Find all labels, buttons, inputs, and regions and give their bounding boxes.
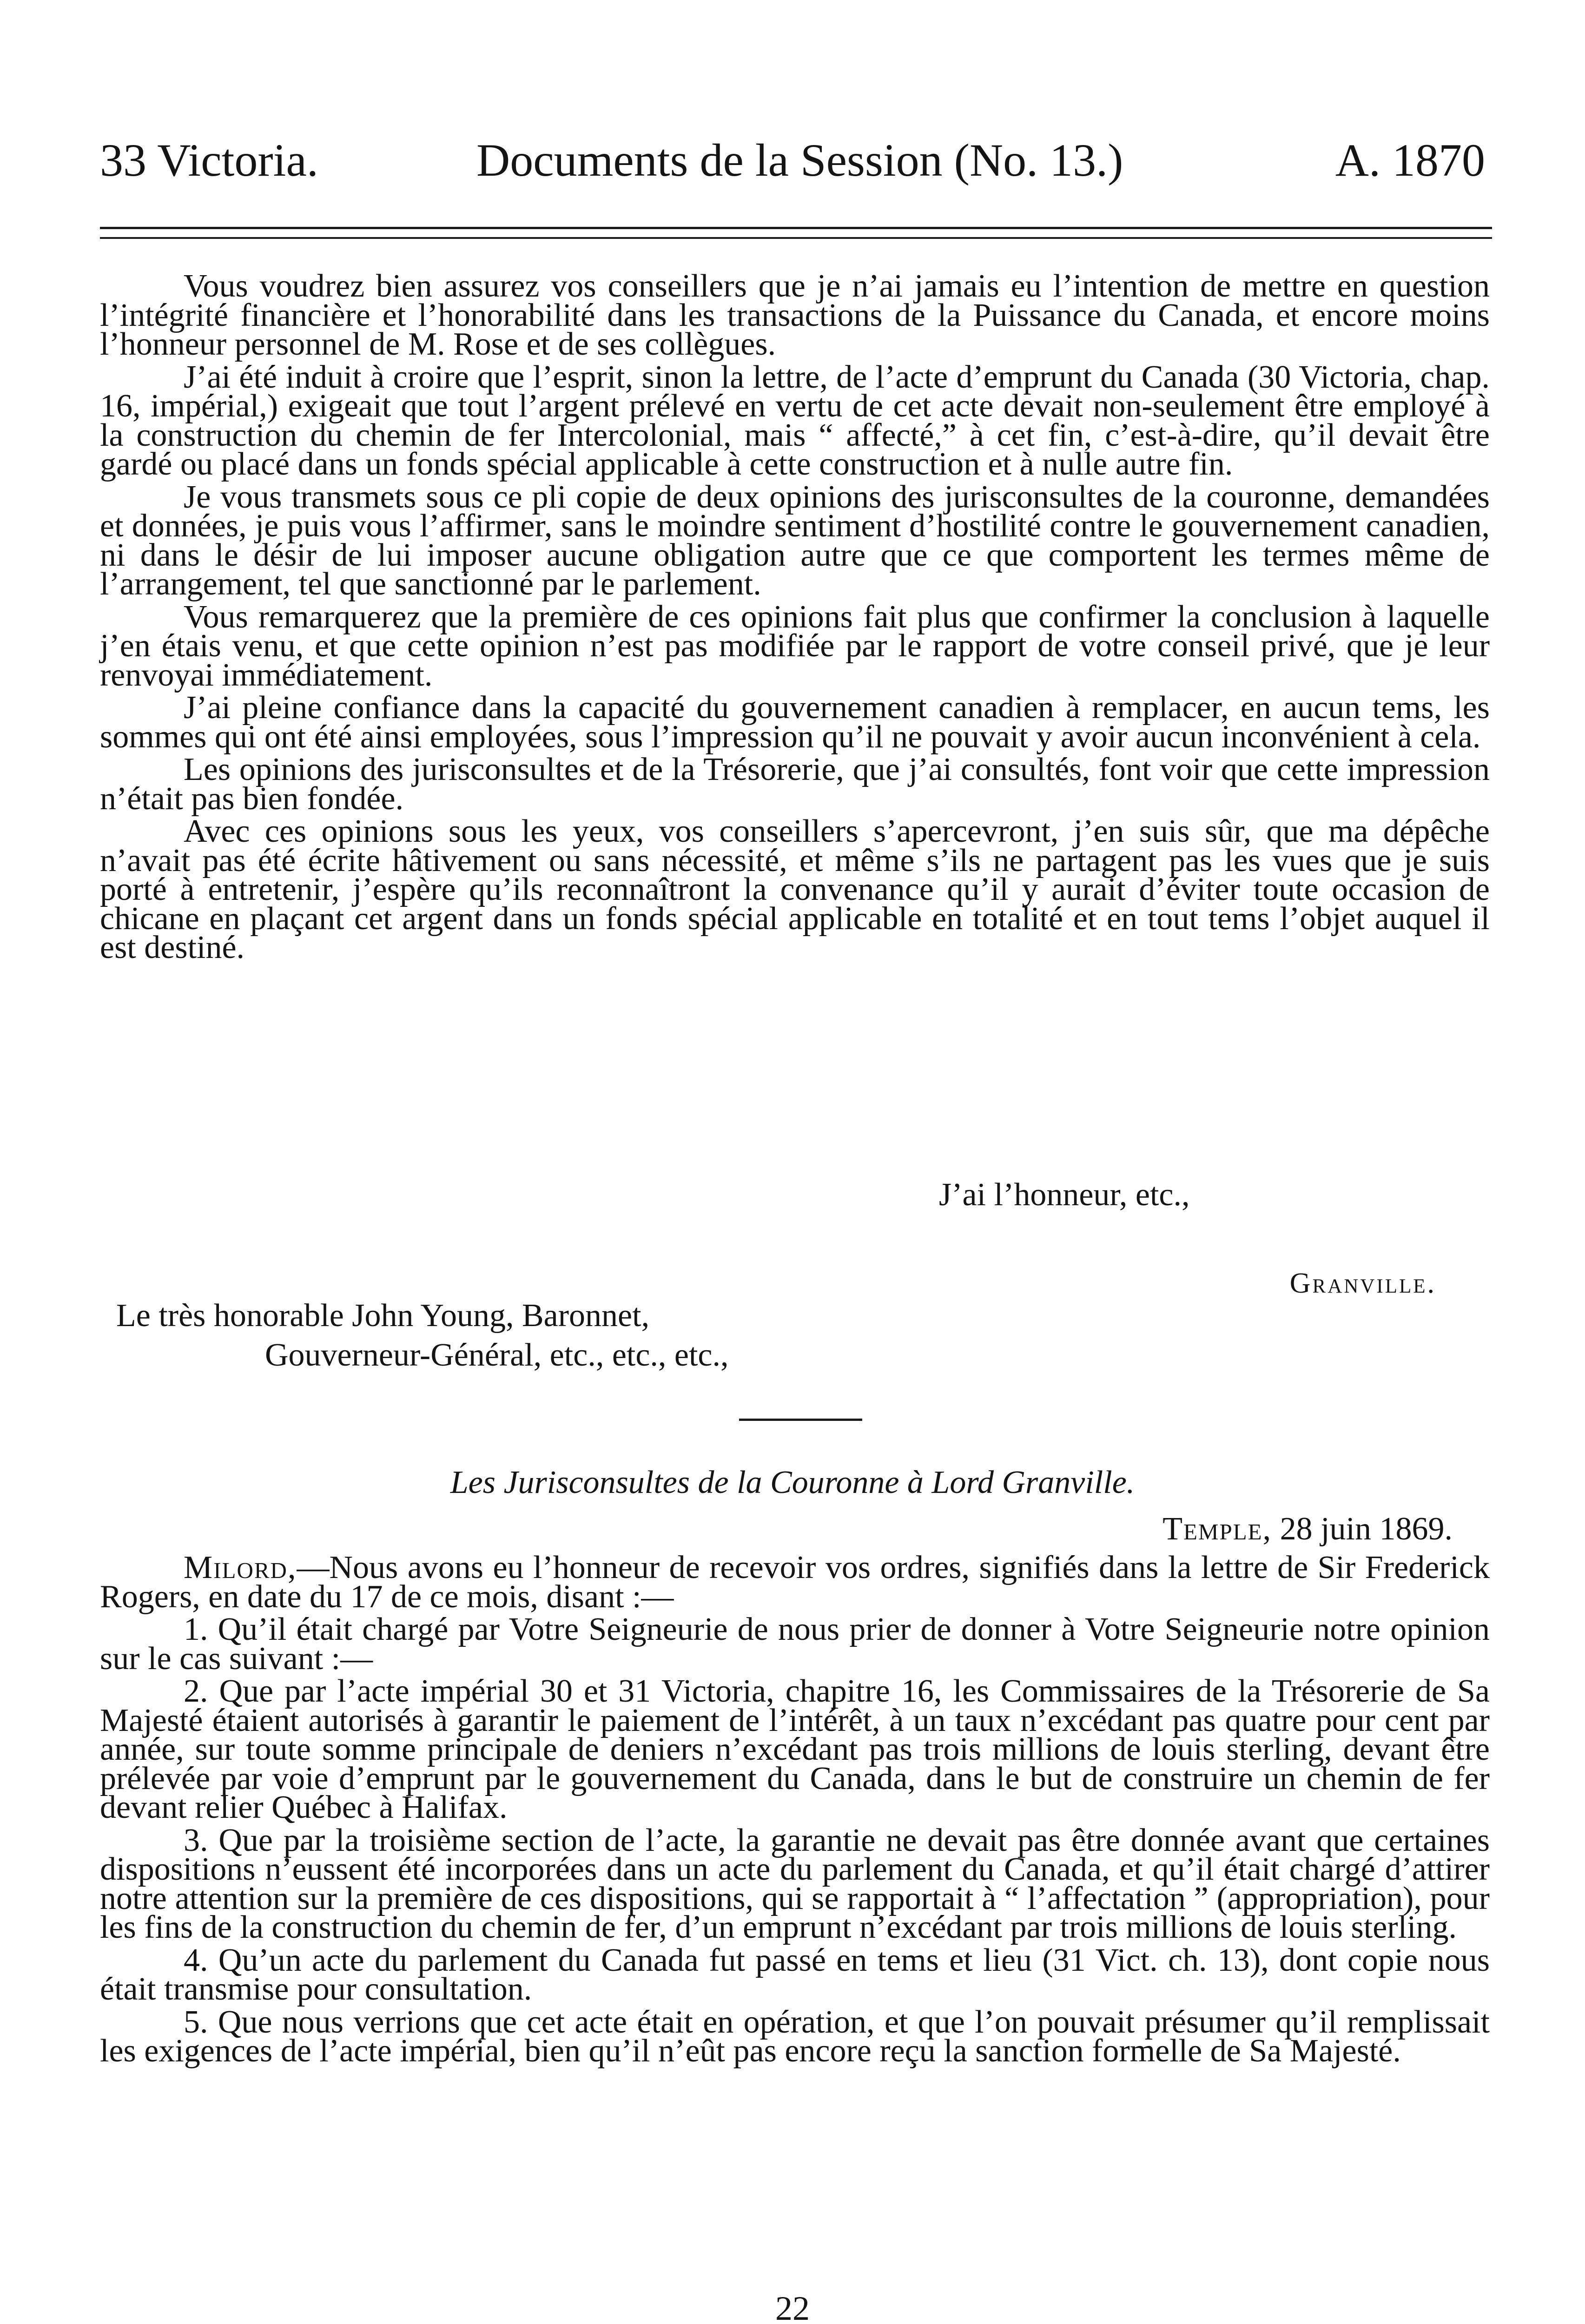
paragraph-text: —Nous avons eu l’honneur de recevoir vos ordres, signifiés dans la lettre de Sir Frederick Rogers, en date du 17 de ce mois, disant :— [100,1550,1490,1615]
letter-jurisconsultes-body [100,1550,1490,2070]
paragraph: 5. Que nous verrions que cet acte était en opération, et que l’on pouvait présumer qu’il remplissait les exigences de l’acte impérial, bien qu’il n’eût pas encore reçu la sanction formelle de Sa Majesté. [100,2004,1490,2069]
dateline-place: Temple, [1162,1511,1272,1547]
dateline-date: 28 juin 1869. [1280,1511,1453,1547]
paragraph: J’ai été induit à croire que l’esprit, sinon la lettre, de l’acte d’emprunt du Canada (30 Victoria, chap. 16, impérial,) exigeait que tout l’argent prélevé en vertu de cet acte devait non-seulement être employé à la construction du chemin de fer Intercolonial, mais “ affecté,” à cet fin, c’est-à-dire, qu’il devait être gardé ou placé dans un fonds spécial applicable à cette construction et à nulle autre fin. [100,359,1490,482]
paragraph-salutation [100,1550,1490,1615]
letter-heading: Les Jurisconsultes de la Couronne à Lord Granville. [450,1465,1135,1500]
paragraph: Avec ces opinions sous les yeux, vos conseillers s’apercevront, j’en suis sûr, que ma dépêche n’avait pas été écrite hâtivement ou sans nécessité, et même s’ils ne partagent pas les vues que je suis porté à entretenir, j’espère qu’ils reconnaîtront la convenance qu’il y aurait d’éviter toute occasion de chicane en plaçant cet argent dans un fonds spécial applicable en totalité et en tout tems l’objet auquel il est destiné. [100,813,1490,965]
paragraph: 2. Que par l’acte impérial 30 et 31 Victoria, chapitre 16, les Commissaires de la Trésorerie de Sa Majesté étaient autorisés à garantir le paiement de l’intérêt, à un taux n’excédant pas quatre pour cent par année, sur toute somme principale de deniers n’excédant pas trois millions de louis sterling, devant être prélevée par voie d’emprunt par le gouvernement du Canada, dans le but de construire un chemin de fer devant relier Québec à Halifax. [100,1673,1490,1825]
running-header [100,123,1485,198]
paragraph: Vous remarquerez que la première de ces opinions fait plus que confirmer la conclusion à laquelle j’en étais venu, et que cette opinion n’est pas modifiée par le rapport de votre conseil privé, que je leur renvoyai immédiatement. [100,599,1490,693]
header-year: A. 1870 [1335,134,1485,186]
header-volume: 33 Victoria. [100,134,318,186]
paragraph: Vous voudrez bien assurez vos conseillers que je n’ai jamais eu l’intention de mettre en question l’intégrité financière et l’honorabilité dans les transactions de la Puissance du Canada, et encore moins l’honneur personnel de M. Rose et de ses collègues. [100,268,1490,362]
letter-dateline [1162,1511,1453,1548]
paragraph: 4. Qu’un acte du parlement du Canada fut passé en tems et lieu (31 Vict. ch. 13), dont copie nous était transmise pour consultation. [100,1942,1490,2007]
salutation: Milord, [184,1550,297,1585]
paragraph: 1. Qu’il était chargé par Votre Seigneurie de nous prier de donner à Votre Seigneurie notre opinion sur le cas suivant :— [100,1611,1490,1677]
paragraph: Je vous transmets sous ce pli copie de deux opinions des jurisconsultes de la couronne, demandées et données, je puis vous l’affirmer, sans le moindre sentiment d’hostilité contre le gouvernement canadien, ni dans le désir de lui imposer aucune obligation autre que ce que comportent les termes même de l’arrangement, tel que sanctionné par le parlement. [100,479,1490,602]
signature-granville: Granville. [1289,1268,1436,1299]
section-divider [739,1419,862,1421]
paragraph: Les opinions des jurisconsultes et de la Trésorerie, que j’ai consultés, font voir que cette impression n’était pas bien fondée. [100,752,1490,817]
addressee-name: Le très honorable John Young, Baronnet, [116,1298,650,1334]
closing-formula: J’ai l’honneur, etc., [939,1177,1190,1213]
paragraph: 3. Que par la troisième section de l’acte, la garantie ne devait pas être donnée avant que certaines dispositions n’eussent été incorporées dans un acte du parlement du Canada, et qu’il était chargé d’attirer notre attention sur la première de ces dispositions, qui se rapportait à “ l’affectation ” (appropriation), pour les fins de la construction du chemin de fer, d’un emprunt n’excédant par trois millions de louis sterling. [100,1822,1490,1945]
letter-granville-body [100,268,1490,966]
header-title: Documents de la Session (No. 13.) [476,134,1123,186]
page-number: 22 [775,2290,810,2324]
paragraph: J’ai pleine confiance dans la capacité du gouvernement canadien à remplacer, en aucun tems, les sommes qui ont été ainsi employées, sous l’impression qu’il ne pouvait y avoir aucun inconvénient à cela. [100,690,1490,755]
addressee-title: Gouverneur-Général, etc., etc., etc., [265,1337,729,1373]
header-double-rule [100,227,1492,239]
